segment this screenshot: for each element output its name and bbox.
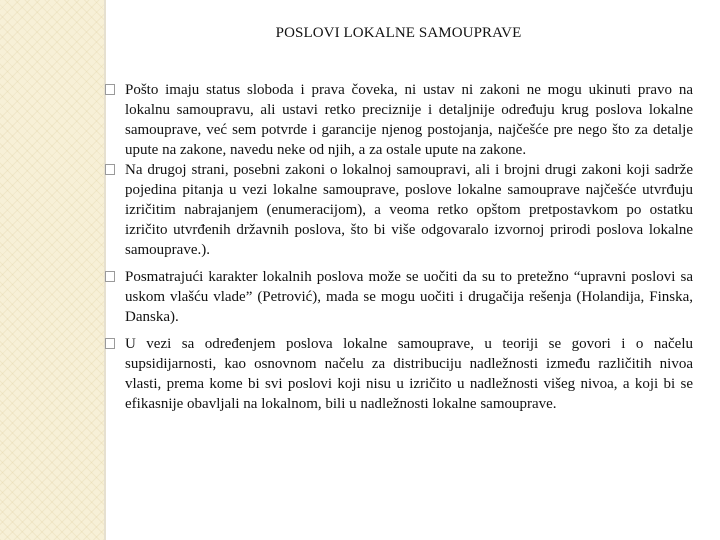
bullet-item-1 xyxy=(105,80,693,160)
square-bullet-icon xyxy=(105,271,115,282)
square-bullet-icon xyxy=(105,164,115,175)
slide-title: POSLOVI LOKALNE SAMOUPRAVE xyxy=(275,25,522,41)
square-bullet-icon xyxy=(105,338,115,349)
bullet-item-3 xyxy=(105,267,693,327)
square-bullet-icon xyxy=(105,84,115,95)
bullet-text: Posmatrajući karakter lokalnih poslova može se uočiti da su to pretežno “upravni poslovi sa uskom vlašću vlade” (Petrović), mada se mogu uočiti i drugačija rešenja (Holandija, Finska, Danska). xyxy=(125,269,693,325)
bullet-item-2 xyxy=(105,160,693,260)
bullet-text: Na drugoj strani, posebni zakoni o lokalnoj samoupravi, ali i brojni drugi zakoni koji sadrže pojedina pitanja u vezi lokalne samouprave, poslove lokalne samouprave najčešće utvrđuju izričitim nabrajanjem (enumeracijom), a veoma retko opštom pretpostavkom po ostatku izričito utvrđenih državnih poslova, što bi više odgovaralo izvornoj prirodi poslova lokalne samouprave.). xyxy=(125,162,693,258)
bullet-list xyxy=(105,80,693,414)
decorative-left-strip xyxy=(0,0,104,540)
bullet-text: Pošto imaju status sloboda i prava čoveka, ni ustav ni zakoni ne mogu ukinuti pravo na lokalnu samoupravu, ali ustavi retko preciznije i detaljnije određuju krug poslova lokalne samouprave, već sem potvrde i garancije njenog postojanja, najčešće pre nego što za detalje upute na zakone, navedu neke od njih, a za ostale upute na zakone. xyxy=(125,82,693,158)
bullet-text: U vezi sa određenjem poslova lokalne samouprave, u teoriji se govori i o načelu supsidijarnosti, kao osnovnom načelu za distribuciju nadležnosti između različitih nivoa vlasti, prema kome bi svi poslovi koji nisu u izričito u nadležnosti višeg nivoa, a koji bi se efikasnije obavljali na lokalnom, bili u nadležnosti lokalne samouprave. xyxy=(125,336,693,412)
bullet-item-4 xyxy=(105,334,693,414)
